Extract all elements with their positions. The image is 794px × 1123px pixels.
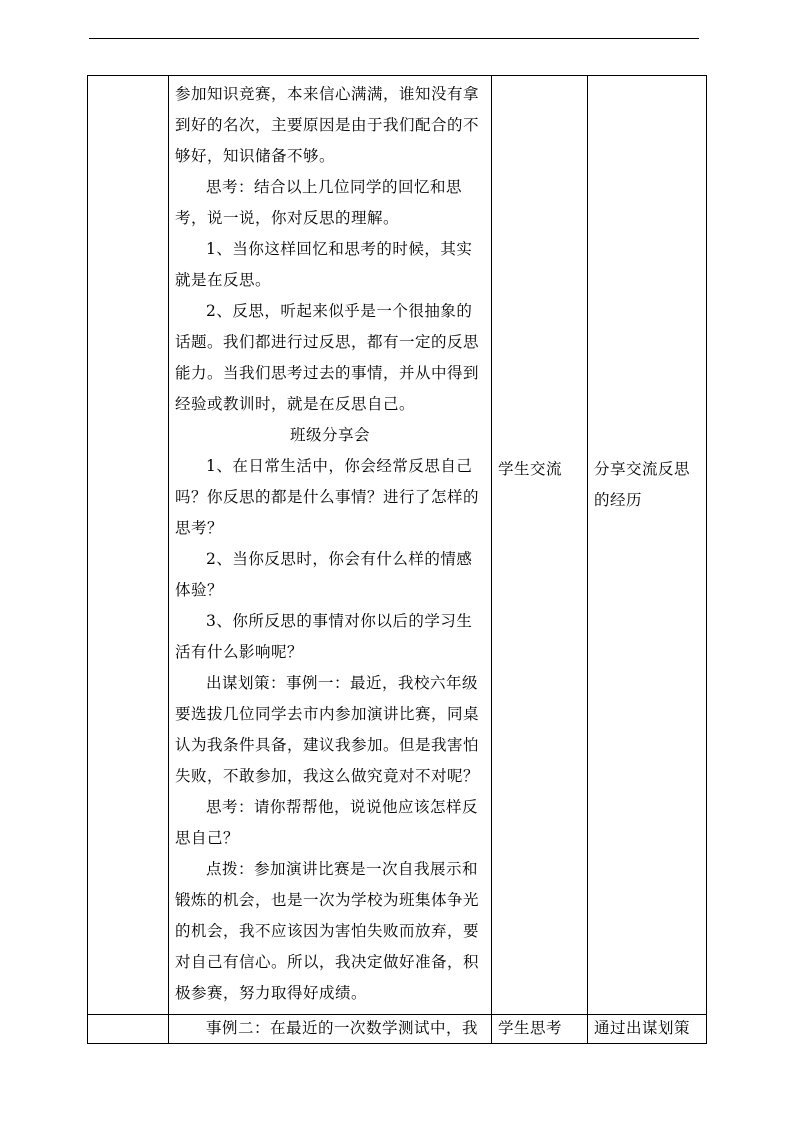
content-text: 事例二：在最近的一次数学测试中，我 (206, 1019, 479, 1037)
table-row (88, 1015, 707, 1044)
student-activity-text: 学生思考 (498, 1019, 563, 1037)
student-activity-text: 学生交流 (498, 460, 563, 478)
paragraph: 参加知识竞赛，本来信心满满，谁知没有拿到好的名次，主要原因是由于我们配合的不够好，知识储备不够。 (175, 85, 480, 165)
table-row (88, 76, 707, 1015)
content-cell (169, 76, 492, 1015)
header-rule (89, 38, 699, 39)
lesson-plan-table (87, 75, 707, 1044)
paragraph: 2、反思，听起来似乎是一个很抽象的话题。我们都进行过反思，都有一定的反思能力。当我们思考过去的事情，并从中得到经验或教训时，就是在反思自己。 (175, 302, 480, 413)
content-cell (169, 1015, 492, 1044)
stage-cell (88, 1015, 169, 1044)
section-heading: 班级分享会 (289, 426, 370, 444)
student-activity-cell (492, 76, 588, 1015)
stage-cell (88, 76, 169, 1015)
design-intent-text: 通过出谋划策 (594, 1019, 691, 1037)
design-intent-cell (588, 1015, 707, 1044)
paragraph: 1、在日常生活中，你会经常反思自己吗？你反思的都是什么事情？进行了怎样的思考？ (175, 457, 480, 537)
paragraph: 思考：结合以上几位同学的回忆和思考，说一说，你对反思的理解。 (175, 178, 463, 227)
design-intent-text: 分享交流反思的经历 (594, 460, 691, 509)
paragraph: 1、当你这样回忆和思考的时候，其实就是在反思。 (175, 240, 473, 289)
design-intent-cell (588, 76, 707, 1015)
paragraph: 3、你所反思的事情对你以后的学习生活有什么影响呢？ (175, 612, 473, 661)
paragraph: 思考：请你帮帮他，说说他应该怎样反思自己？ (175, 798, 479, 847)
paragraph: 出谋划策：事例一：最近，我校六年级要选拔几位同学去市内参加演讲比赛，同桌认为我条件具备，建议我参加。但是我害怕失败，不敢参加，我这么做究竟对不对呢？ (175, 674, 480, 785)
content-text (169, 76, 491, 1009)
student-activity-cell (492, 1015, 588, 1044)
paragraph: 2、当你反思时，你会有什么样的情感体验？ (175, 550, 473, 599)
paragraph: 点拨：参加演讲比赛是一次自我展示和锻炼的机会，也是一次为学校为班集体争光的机会，我不应该因为害怕失败而放弃，要对自己有信心。所以，我决定做好准备，积极参赛，努力取得好成绩。 (175, 860, 480, 1002)
